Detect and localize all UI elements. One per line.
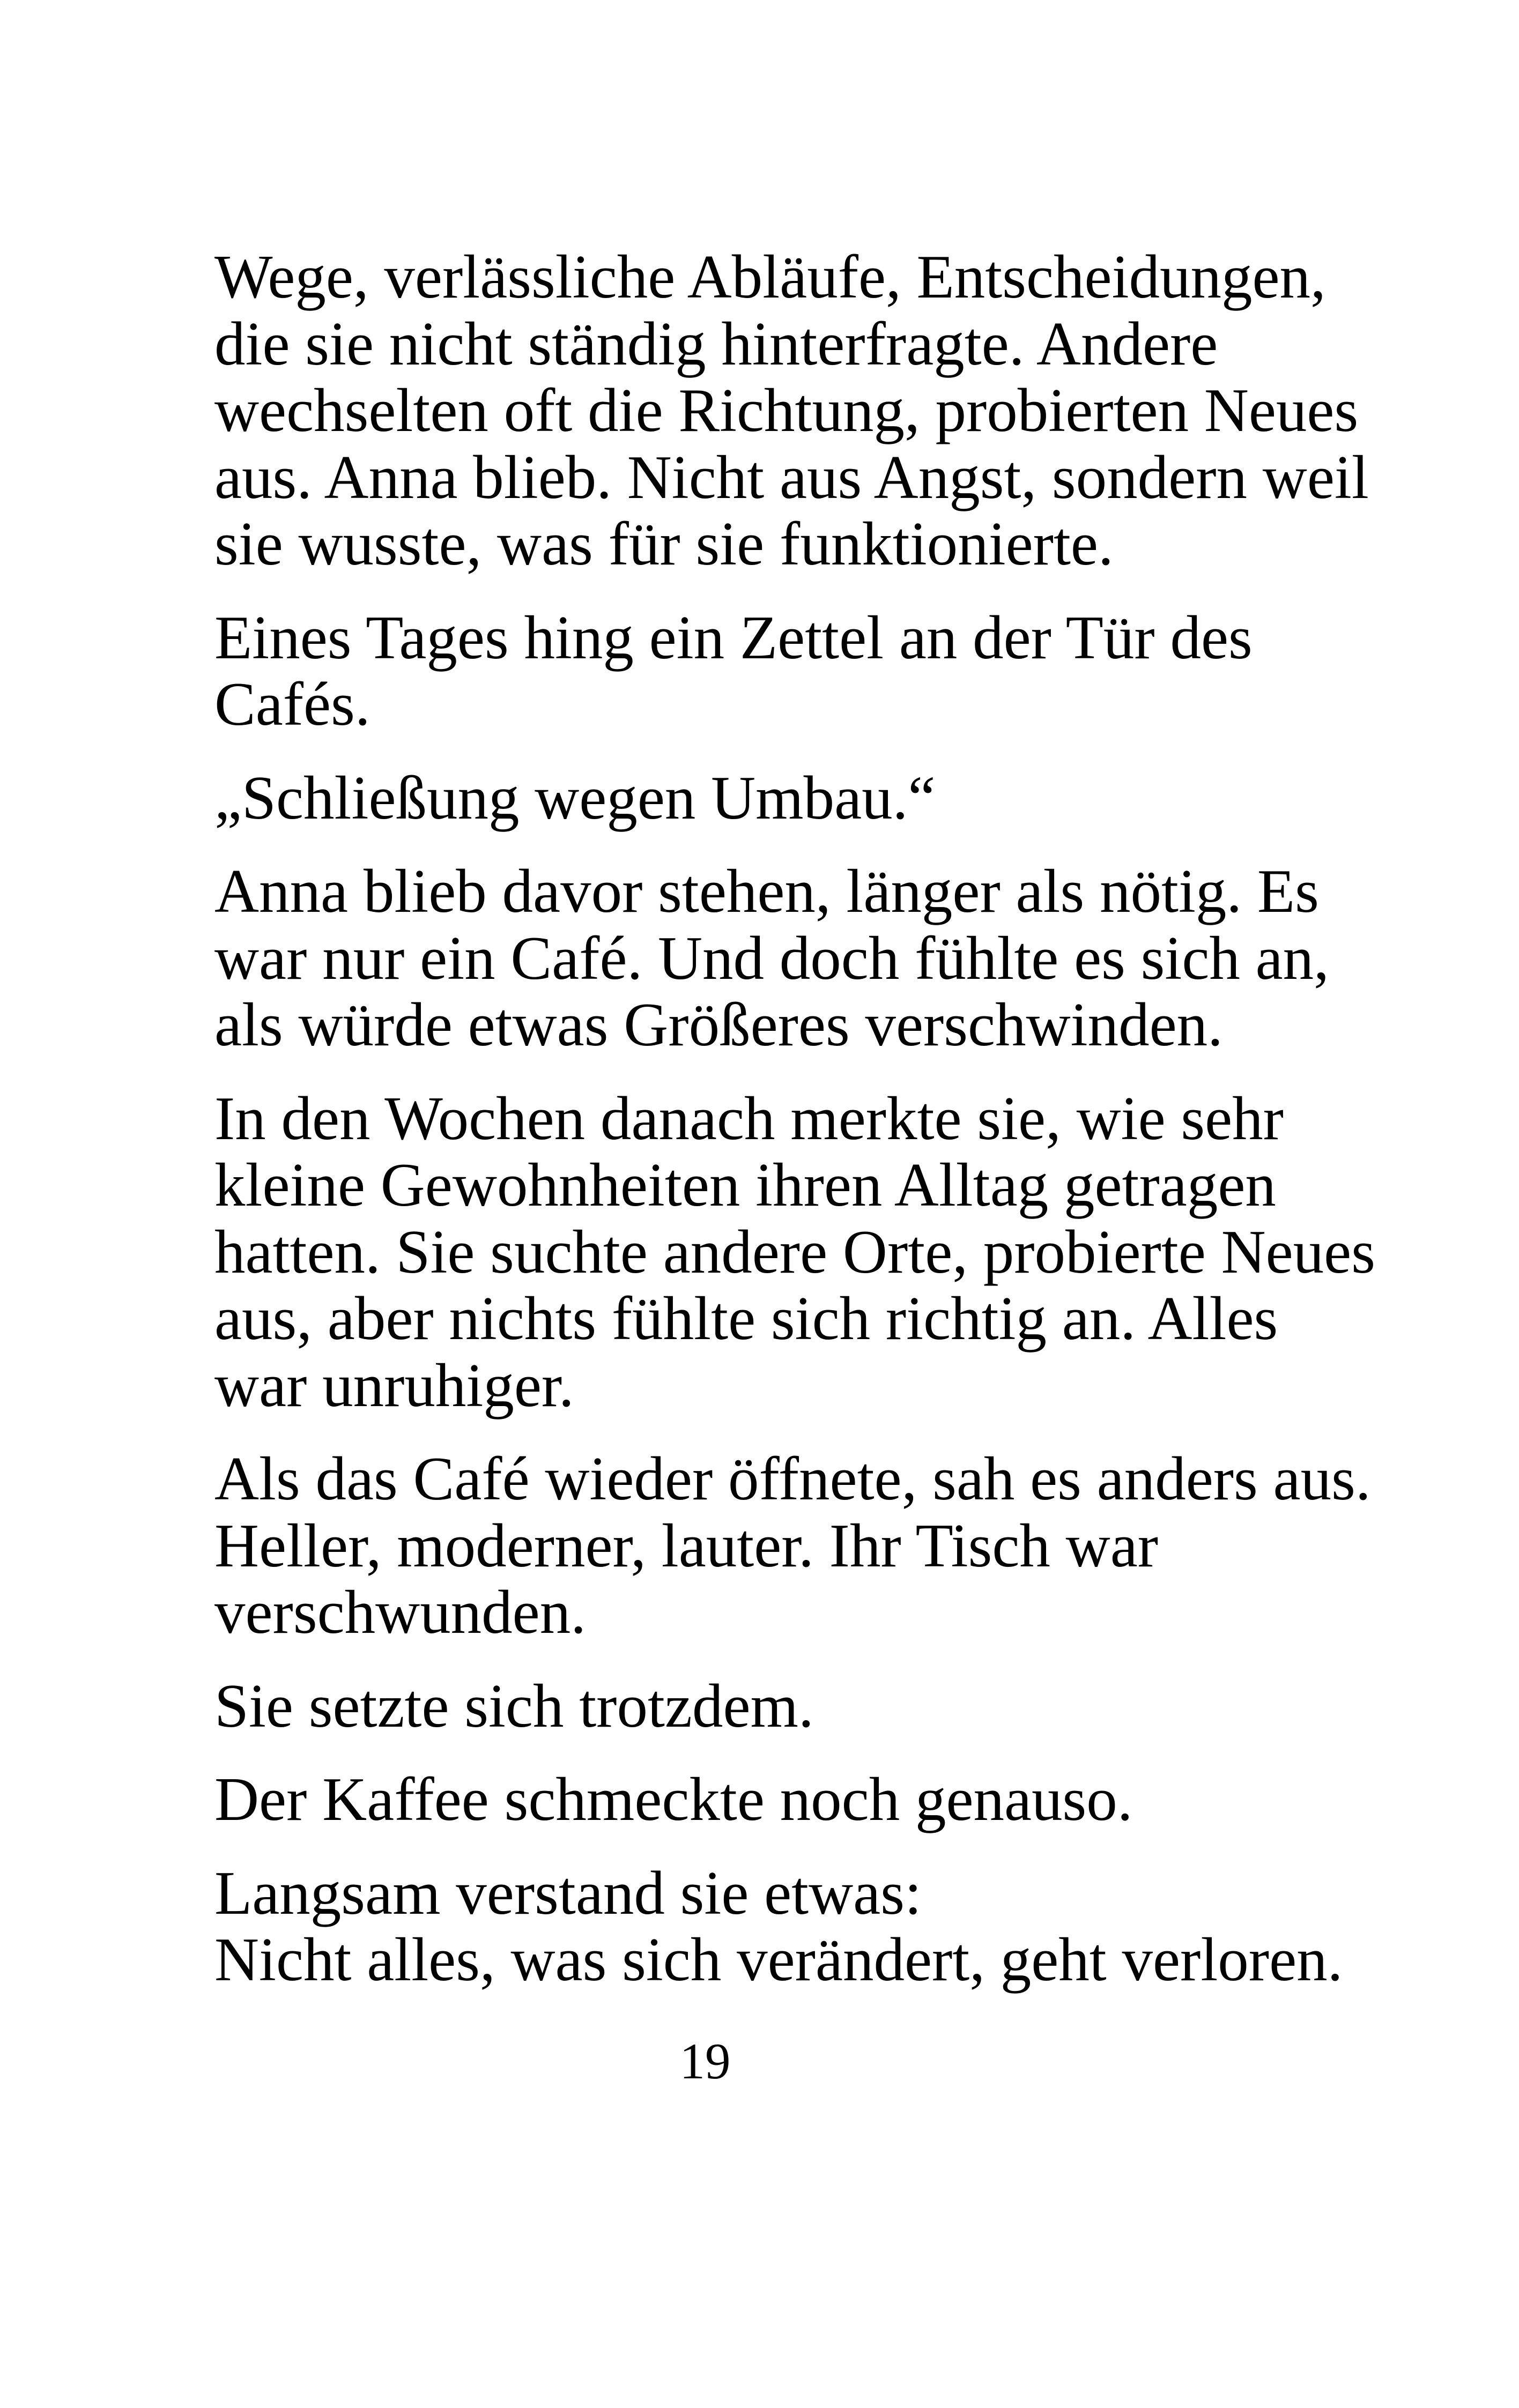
text-line: Eines Tages hing ein Zettel an der Tür des <box>214 603 1253 672</box>
text-line: Nicht alles, was sich verändert, geht verloren. <box>214 1926 1343 1994</box>
text-line: Als das Café wieder öffnete, sah es anders aus. <box>214 1445 1371 1513</box>
paragraph <box>214 1766 1340 1833</box>
text-line: die sie nicht ständig hinterfragte. Andere <box>214 309 1218 378</box>
text-line: war unruhiger. <box>214 1351 574 1419</box>
paragraph <box>214 1445 1371 1646</box>
paragraph <box>214 605 1340 738</box>
text-line: Wege, verlässliche Abläufe, Entscheidungen, <box>214 243 1326 311</box>
text-line: war nur ein Café. Und doch fühlte es sich an, <box>214 924 1329 992</box>
text-line: aus, aber nichts fühlte sich richtig an. Alles <box>214 1284 1278 1352</box>
paragraph <box>214 243 1369 578</box>
text-line: „Schließung wegen Umbau.“ <box>214 763 936 832</box>
text-line: sie wusste, was für sie funktionierte. <box>214 510 1114 578</box>
text-line: kleine Gewohnheiten ihren Alltag getragen <box>214 1151 1276 1219</box>
text-line: Heller, moderner, lauter. Ihr Tisch war <box>214 1511 1159 1580</box>
paragraph <box>214 1673 1340 1740</box>
text-line: als würde etwas Größeres verschwinden. <box>214 991 1223 1059</box>
paragraph <box>214 858 1340 1059</box>
text-line: hatten. Sie suchte andere Orte, probierte Neues <box>214 1217 1375 1286</box>
paragraph <box>214 1084 1375 1419</box>
text-line: In den Wochen danach merkte sie, wie sehr <box>214 1084 1284 1153</box>
paragraph <box>214 765 1340 832</box>
paragraph <box>214 1859 1343 1994</box>
text-line: wechselten oft die Richtung, probierten Neues <box>214 376 1359 444</box>
text-line: Langsam verstand sie etwas: <box>214 1859 922 1927</box>
page-body-text <box>214 243 1375 2020</box>
text-line: verschwunden. <box>214 1578 586 1646</box>
text-line: Anna blieb davor stehen, länger als nötig. Es <box>214 857 1319 925</box>
text-line: Cafés. <box>214 670 371 738</box>
page-number: 19 <box>679 2033 731 2090</box>
text-line: aus. Anna blieb. Nicht aus Angst, sondern weil <box>214 443 1369 511</box>
text-line: Der Kaffee schmeckte noch genauso. <box>214 1765 1133 1833</box>
text-line: Sie setzte sich trotzdem. <box>214 1671 814 1740</box>
